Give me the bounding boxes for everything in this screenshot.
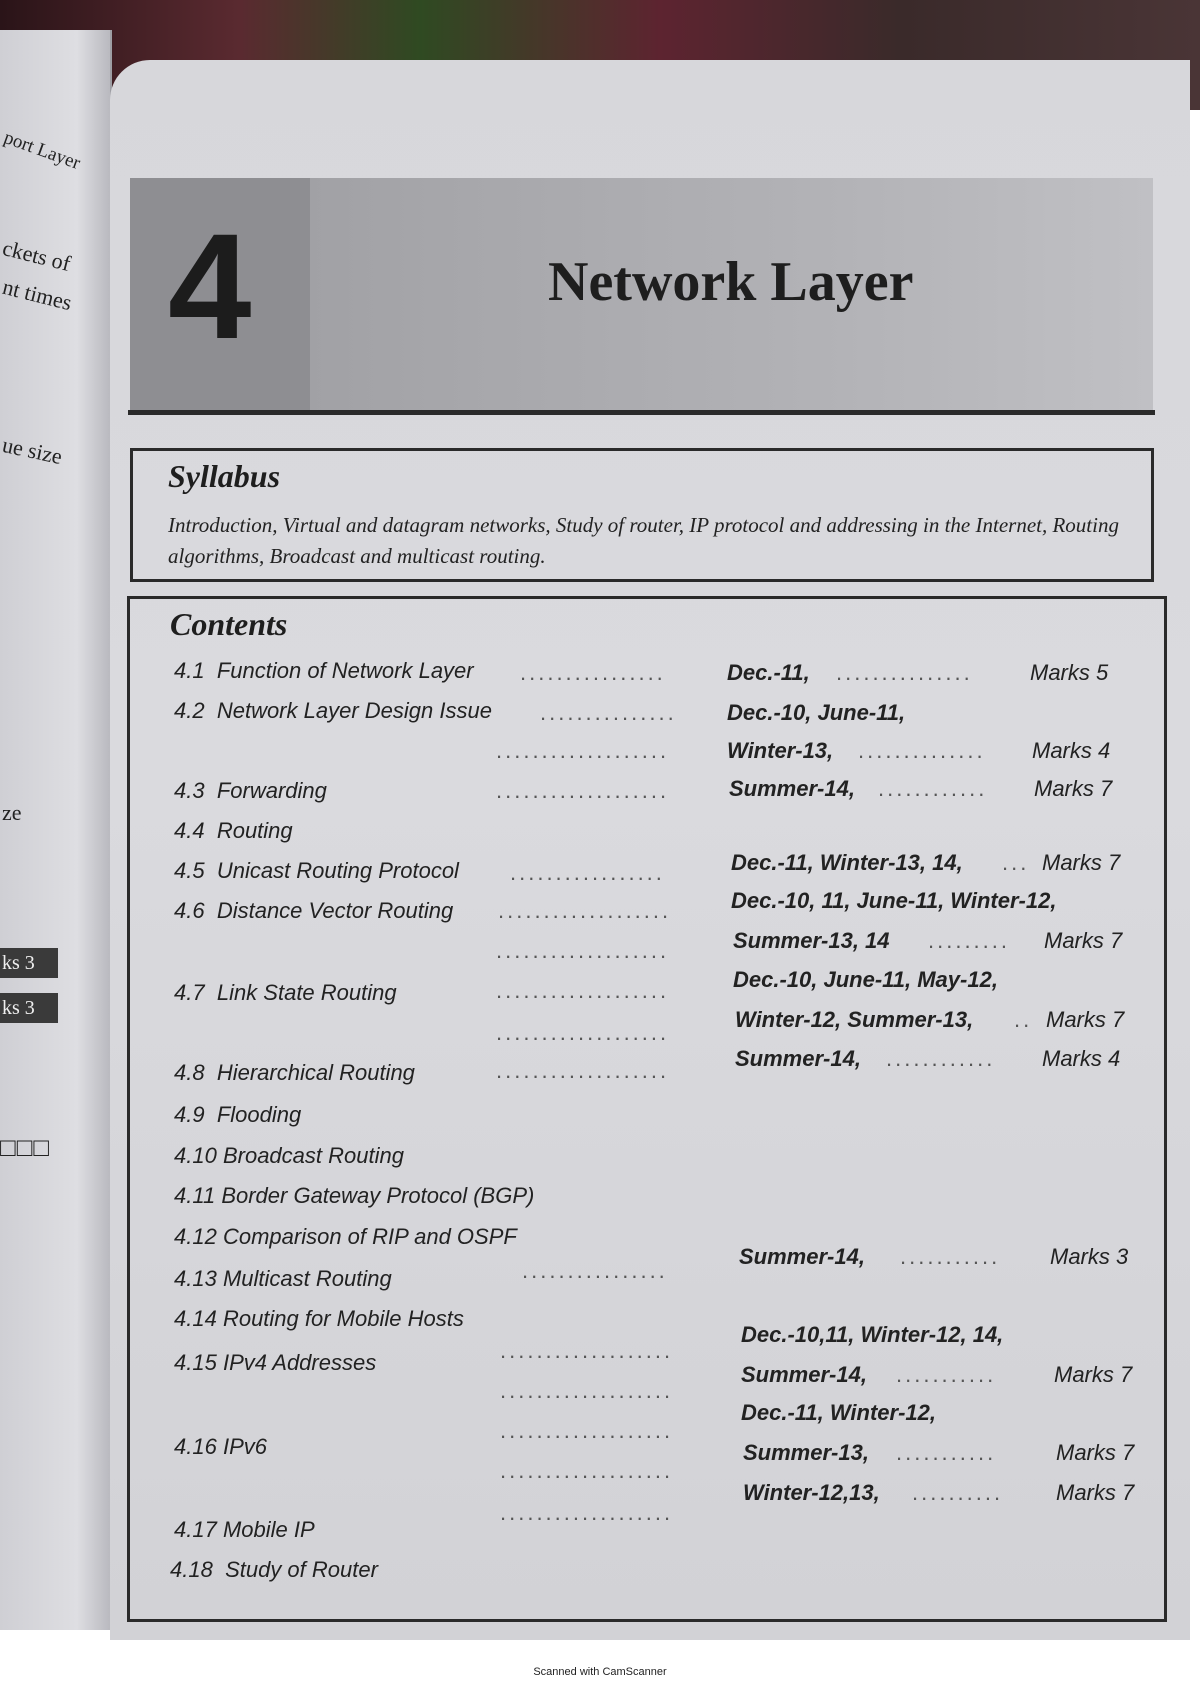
marks-label: Marks 4 <box>1042 1046 1121 1071</box>
topic-item: 4.3 Forwarding <box>174 778 327 803</box>
topic-item: 4.5 Unicast Routing Protocol <box>174 858 459 883</box>
leader-dots: ................... <box>496 938 670 963</box>
leader-dots: ................... <box>496 978 670 1003</box>
topic-item: 4.14 Routing for Mobile Hosts <box>174 1306 464 1331</box>
leader-dots: ............ <box>886 1046 996 1071</box>
exam-dates: Summer-13, 14 <box>733 928 890 953</box>
exam-dates: Dec.-11, <box>727 660 810 685</box>
marks-label: Marks 7 <box>1046 1007 1125 1032</box>
syllabus-heading: Syllabus <box>168 458 281 494</box>
topic-item: 4.8 Hierarchical Routing <box>174 1060 415 1085</box>
topic-item: 4.2 Network Layer Design Issue <box>174 698 492 723</box>
exam-dates: Summer-14, <box>735 1046 861 1071</box>
marks-label: Marks 7 <box>1044 928 1123 953</box>
leader-dots: ................... <box>496 738 670 763</box>
leader-dots: ................... <box>496 778 670 803</box>
exam-dates: Dec.-11, Winter-12, <box>741 1400 937 1425</box>
leader-dots: ................ <box>522 1258 668 1283</box>
leader-dots: ................... <box>500 1378 674 1403</box>
left-page-fragment: nt times <box>0 273 75 316</box>
topic-item: 4.4 Routing <box>174 818 293 843</box>
marks-label: Marks 7 <box>1034 776 1113 801</box>
topic-item: 4.13 Multicast Routing <box>174 1266 392 1291</box>
topic-item: 4.17 Mobile IP <box>174 1517 315 1542</box>
leader-dots: .. <box>1014 1007 1033 1032</box>
marks-label: Marks 4 <box>1032 738 1111 763</box>
topic-item: 4.1 Function of Network Layer <box>174 658 474 683</box>
leader-dots: ........... <box>896 1362 997 1387</box>
exam-dates: Summer-14, <box>739 1244 865 1269</box>
leader-dots: .............. <box>858 738 986 763</box>
topic-item: 4.15 IPv4 Addresses <box>174 1350 377 1375</box>
leader-dots: ................... <box>500 1338 674 1363</box>
leader-dots: ... <box>1002 850 1030 875</box>
left-page-fragment: ue size <box>0 431 65 470</box>
leader-dots: ......... <box>928 928 1011 953</box>
exam-dates: Winter-12, Summer-13, <box>735 1007 974 1032</box>
topic-item: 4.10 Broadcast Routing <box>174 1143 404 1168</box>
leader-dots: ................... <box>500 1500 674 1525</box>
chapter-title: Network Layer <box>548 251 914 313</box>
exam-dates: Winter-13, <box>727 738 834 763</box>
scanner-watermark: Scanned with CamScanner <box>533 1666 667 1678</box>
topic-item: 4.7 Link State Routing <box>174 980 397 1005</box>
leader-dots: ............ <box>878 776 988 801</box>
topic-item: 4.6 Distance Vector Routing <box>174 898 454 923</box>
topic-item: 4.11 Border Gateway Protocol (BGP) <box>174 1183 535 1208</box>
leader-dots: .......... <box>912 1480 1004 1505</box>
leader-dots: ................. <box>510 860 665 885</box>
marks-label: Marks 7 <box>1042 850 1121 875</box>
topic-item: 4.9 Flooding <box>174 1102 302 1127</box>
marks-label: Marks 7 <box>1054 1362 1133 1387</box>
banner-rule <box>128 410 1155 415</box>
marks-label: Marks 5 <box>1030 660 1109 685</box>
left-page-fragment: ze <box>2 800 22 825</box>
leader-dots: ............... <box>540 700 677 725</box>
left-page-fragment: ckets of <box>0 235 74 276</box>
exam-dates: Dec.-10, June-11, May-12, <box>733 967 998 992</box>
leader-dots: ................... <box>500 1418 674 1443</box>
exam-dates: Dec.-10,11, Winter-12, 14, <box>741 1322 1004 1347</box>
leader-dots: ................... <box>496 1020 670 1045</box>
marks-label: Marks 3 <box>1050 1244 1129 1269</box>
leader-dots: ................... <box>498 898 672 923</box>
chapter-number: 4 <box>168 202 252 370</box>
topic-item: 4.12 Comparison of RIP and OSPF <box>174 1224 517 1249</box>
leader-dots: ........... <box>900 1244 1001 1269</box>
exam-dates: Summer-14, <box>729 776 855 801</box>
leader-dots: ................... <box>496 1058 670 1083</box>
topic-item: 4.16 IPv6 <box>174 1434 267 1459</box>
leader-dots: ............... <box>836 660 973 685</box>
exam-dates: Dec.-10, June-11, <box>727 700 906 725</box>
end-squares-icon: □□□ <box>0 1132 51 1162</box>
exam-dates: Dec.-10, 11, June-11, Winter-12, <box>731 888 1057 913</box>
topic-item: 4.18 Study of Router <box>170 1557 378 1582</box>
exam-dates: Summer-13, <box>743 1440 869 1465</box>
leader-dots: ................... <box>500 1458 674 1483</box>
syllabus-text: Introduction, Virtual and datagram networks, Study of router, IP protocol and addressing in the Internet, Routing algorithms, Broadcast and multicast routing. <box>168 513 1119 568</box>
left-page-fragment: port Layer <box>0 127 84 175</box>
marks-label: Marks 7 <box>1056 1440 1135 1465</box>
left-page-badge: ks 3 <box>0 948 58 978</box>
exam-dates: Dec.-11, Winter-13, 14, <box>731 850 963 875</box>
left-page-badge: ks 3 <box>0 993 58 1023</box>
leader-dots: ........... <box>896 1440 997 1465</box>
leader-dots: ................ <box>520 660 666 685</box>
exam-dates: Winter-12,13, <box>743 1480 880 1505</box>
marks-label: Marks 7 <box>1056 1480 1135 1505</box>
contents-heading: Contents <box>170 606 288 642</box>
exam-dates: Summer-14, <box>741 1362 867 1387</box>
